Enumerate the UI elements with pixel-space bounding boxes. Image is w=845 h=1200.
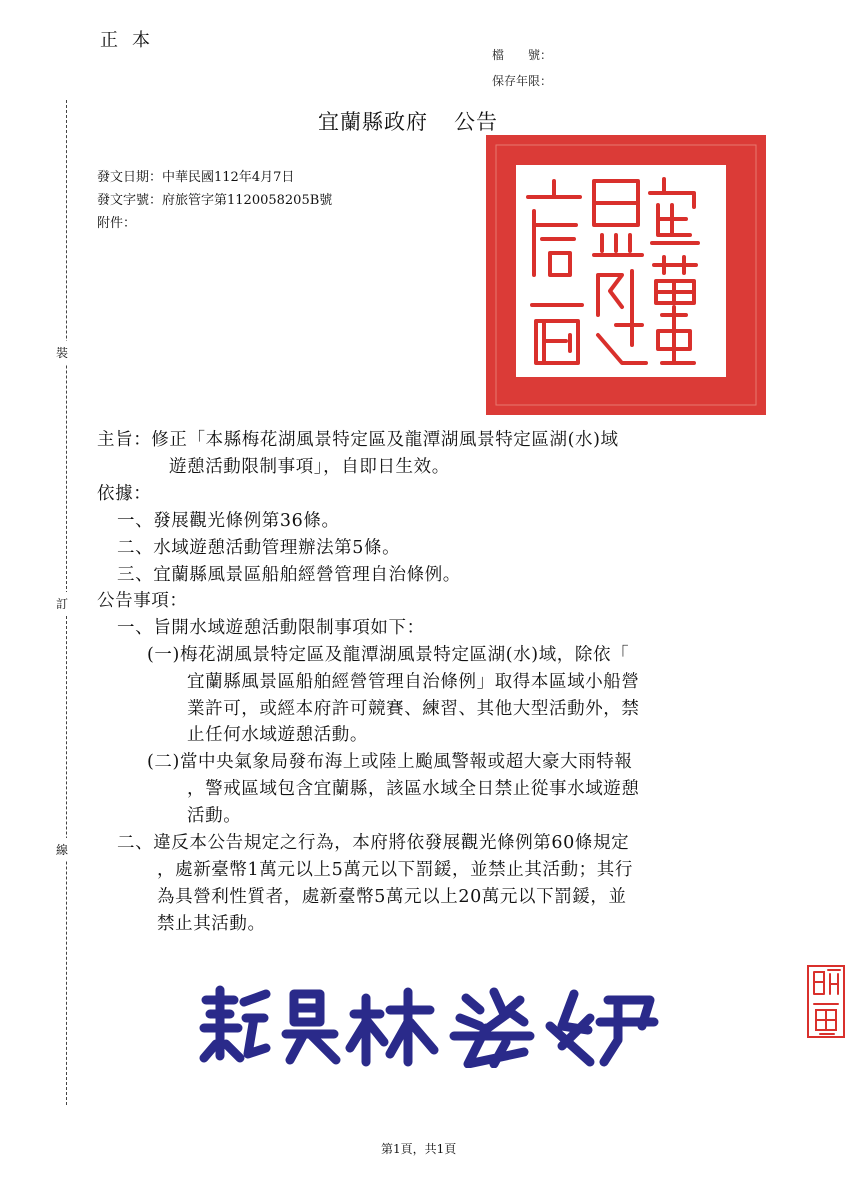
retention-period-label: 保存年限： — [492, 74, 553, 88]
basis-item-1: 一、發展觀光條例第36條。 — [117, 511, 340, 531]
sub-item-2-line-2: ，警戒區域包含宜蘭縣，該區水域全日禁止從事水域遊憩 — [187, 779, 640, 799]
copy-mark: 正本 — [100, 30, 164, 51]
page-number: 第1頁，共1頁 — [381, 1142, 457, 1156]
matters-item-2-line-1: 二、違反本公告規定之行為，本府將依發展觀光條例第60條規定 — [117, 833, 630, 853]
file-number-label: 檔 號： — [492, 48, 553, 62]
binding-char-xian: 線 — [56, 838, 68, 861]
sub-item-1-line-4: 止任何水域遊憩活動。 — [187, 725, 368, 745]
matters-item-2-line-2: ，處新臺幣1萬元以上5萬元以下罰鍰，並禁止其活動；其行 — [157, 860, 633, 880]
basis-item-3: 三、宜蘭縣風景區船舶經營管理自治條例。 — [117, 565, 461, 585]
attachment-label: 附件： — [97, 216, 137, 231]
document-title — [318, 106, 498, 136]
basis-item-2: 二、水域遊憩活動管理辦法第5條。 — [117, 538, 401, 558]
basis-heading: 依據： — [97, 484, 152, 504]
agency-name: 宜蘭縣政府 — [318, 110, 428, 134]
document-type: 公告 — [454, 110, 498, 134]
subject-line-1: 主旨：修正「本縣梅花湖風景特定區及龍潭湖風景特定區湖(水)域 — [97, 430, 619, 450]
sub-item-1-line-3: 業許可，或經本府許可競賽、練習、其他大型活動外，禁 — [187, 699, 640, 719]
matters-item-2-line-4: 禁止其活動。 — [157, 914, 266, 934]
issue-date: 發文日期：中華民國112年4月7日 — [97, 170, 295, 185]
sub-item-1-line-2: 宜蘭縣風景區船舶經營管理自治條例」取得本區域小船營 — [187, 672, 640, 692]
magistrate-signature — [190, 978, 670, 1068]
sub-item-2-line-3: 活動。 — [187, 806, 242, 826]
subject-line-2: 遊憩活動限制事項」，自即日生效。 — [169, 457, 450, 477]
matters-item-1: 一、旨開水域遊憩活動限制事項如下： — [117, 618, 425, 638]
matters-item-2-line-3: 為具營利性質者，處新臺幣5萬元以上20萬元以下罰鍰，並 — [157, 887, 627, 907]
binding-char-ding: 訂 — [56, 592, 68, 615]
sub-item-1-line-1: (一)梅花湖風景特定區及龍潭湖風景特定區湖(水)域，除依「 — [147, 645, 630, 665]
small-seal — [806, 964, 845, 1039]
binding-char-zhuang: 裝 — [56, 341, 68, 364]
matters-heading: 公告事項： — [97, 591, 188, 611]
sub-item-2-line-1: (二)當中央氣象局發布海上或陸上颱風警報或超大豪大雨特報 — [147, 752, 633, 772]
official-seal — [486, 135, 766, 415]
document-number: 發文字號：府旅管字第1120058205B號 — [97, 193, 333, 208]
